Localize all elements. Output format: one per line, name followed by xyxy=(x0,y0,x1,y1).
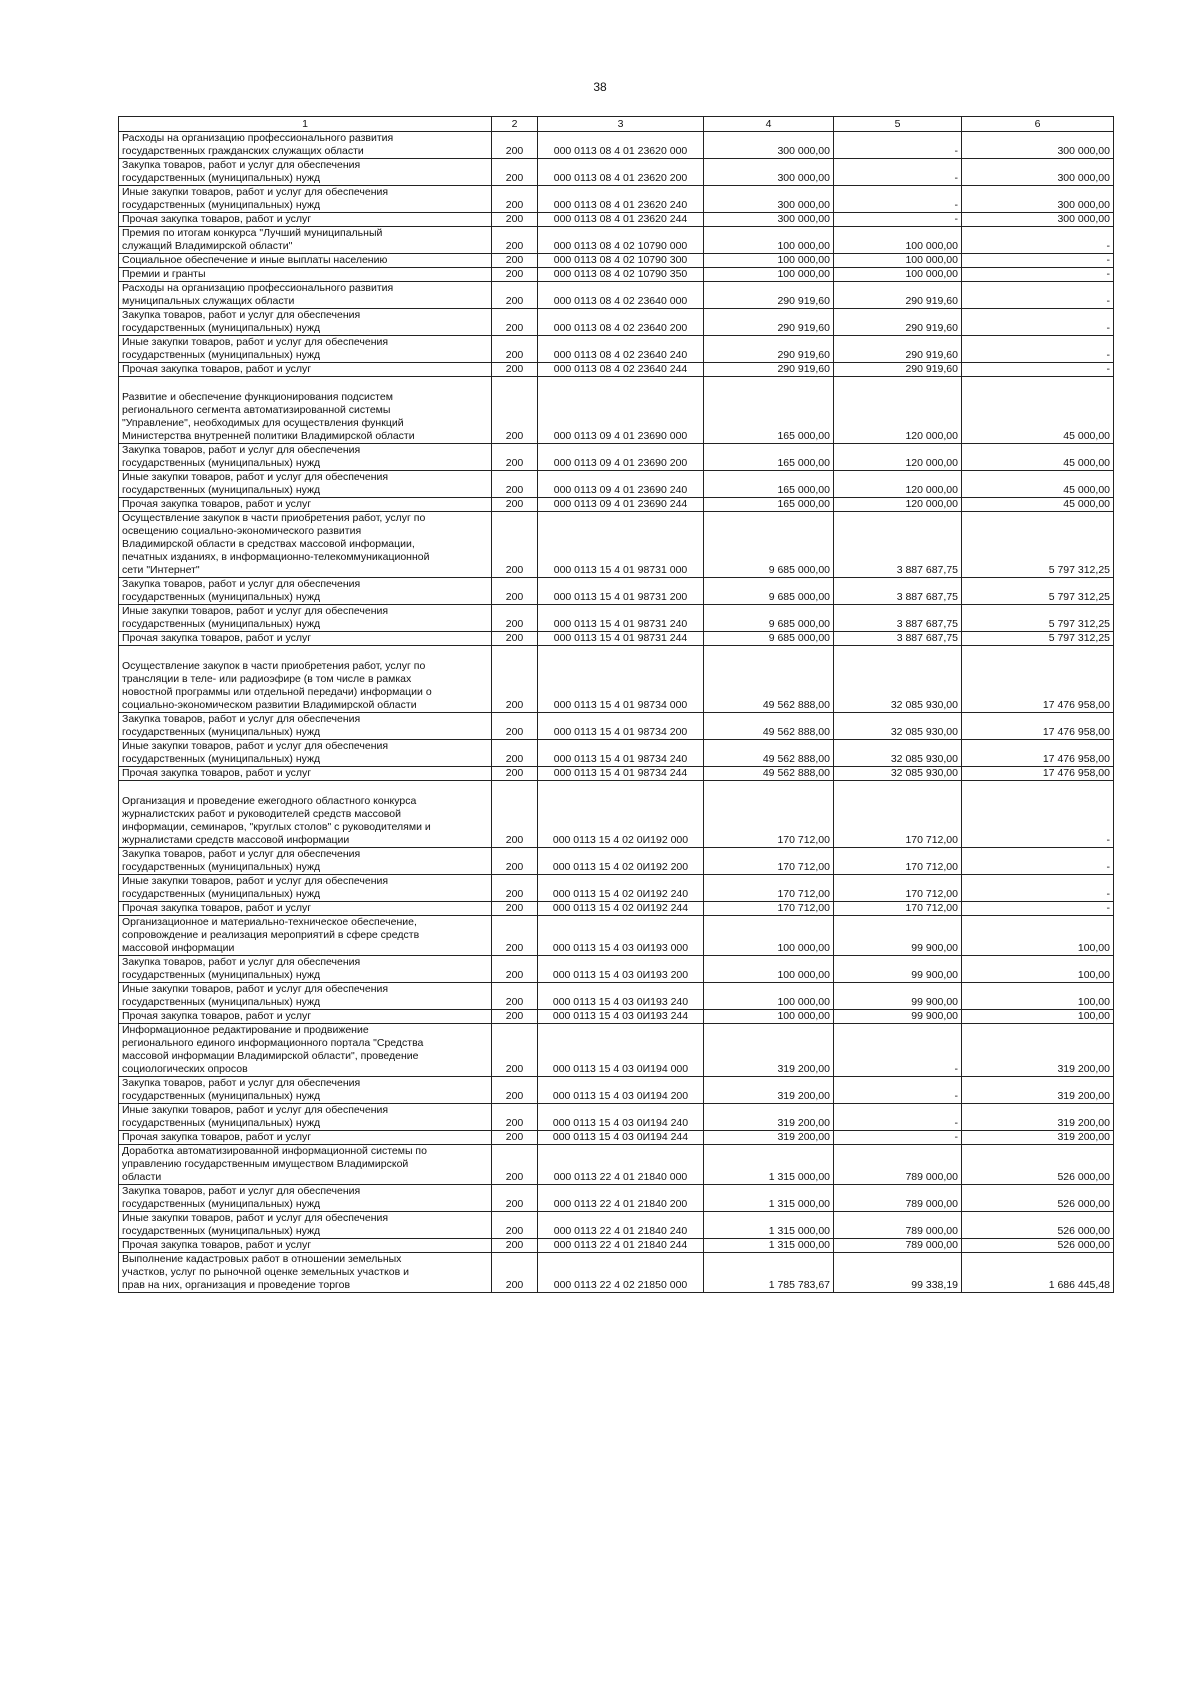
item-name: Закупка товаров, работ и услуг для обеспечения государственных (муниципальных) нужд xyxy=(119,956,492,983)
amount-col4: 290 919,60 xyxy=(704,309,834,336)
item-code: 200 xyxy=(492,1145,538,1185)
amount-col5: 170 712,00 xyxy=(834,781,962,848)
amount-col5: 32 085 930,00 xyxy=(834,713,962,740)
amount-col6: 526 000,00 xyxy=(962,1212,1114,1239)
item-code: 200 xyxy=(492,632,538,646)
amount-col4: 300 000,00 xyxy=(704,186,834,213)
item-name: Иные закупки товаров, работ и услуг для обеспечения государственных (муниципальных) нужд xyxy=(119,605,492,632)
table-row xyxy=(119,1010,1114,1024)
item-classification-code: 000 0113 15 4 02 0И192 000 xyxy=(538,781,704,848)
amount-col4: 300 000,00 xyxy=(704,213,834,227)
item-code: 200 xyxy=(492,1024,538,1077)
amount-col5: 99 900,00 xyxy=(834,1010,962,1024)
item-classification-code: 000 0113 08 4 02 23640 244 xyxy=(538,363,704,377)
item-code: 200 xyxy=(492,377,538,444)
amount-col4: 319 200,00 xyxy=(704,1077,834,1104)
amount-col6: 17 476 958,00 xyxy=(962,713,1114,740)
table-row xyxy=(119,781,1114,848)
item-classification-code: 000 0113 15 4 03 0И194 200 xyxy=(538,1077,704,1104)
amount-col5: 120 000,00 xyxy=(834,498,962,512)
table-row xyxy=(119,363,1114,377)
item-name: Расходы на организацию профессионального развития государственных гражданских служащих области xyxy=(119,132,492,159)
amount-col5: 3 887 687,75 xyxy=(834,578,962,605)
amount-col6: - xyxy=(962,282,1114,309)
item-name: Иные закупки товаров, работ и услуг для обеспечения государственных (муниципальных) нужд xyxy=(119,186,492,213)
amount-col5: 290 919,60 xyxy=(834,336,962,363)
table-row xyxy=(119,444,1114,471)
item-name: Организационное и материально-техническое обеспечение, сопровождение и реализация мероприятий в сфере средств массовой информации xyxy=(119,916,492,956)
item-classification-code: 000 0113 15 4 01 98731 000 xyxy=(538,512,704,578)
table-row xyxy=(119,309,1114,336)
amount-col5: 120 000,00 xyxy=(834,444,962,471)
item-code: 200 xyxy=(492,254,538,268)
amount-col6: 319 200,00 xyxy=(962,1077,1114,1104)
table-row xyxy=(119,1024,1114,1077)
item-name: Прочая закупка товаров, работ и услуг xyxy=(119,498,492,512)
table-row xyxy=(119,1185,1114,1212)
amount-col4: 290 919,60 xyxy=(704,336,834,363)
item-classification-code: 000 0113 08 4 01 23620 240 xyxy=(538,186,704,213)
amount-col6: 17 476 958,00 xyxy=(962,646,1114,713)
amount-col6: 5 797 312,25 xyxy=(962,578,1114,605)
amount-col5: 120 000,00 xyxy=(834,471,962,498)
amount-col4: 170 712,00 xyxy=(704,902,834,916)
header-cell-6: 6 xyxy=(962,117,1114,132)
item-name: Иные закупки товаров, работ и услуг для обеспечения государственных (муниципальных) нужд xyxy=(119,1212,492,1239)
amount-col6: 1 686 445,48 xyxy=(962,1253,1114,1293)
amount-col6: 5 797 312,25 xyxy=(962,605,1114,632)
item-name: Премия по итогам конкурса "Лучший муниципальный служащий Владимирской области" xyxy=(119,227,492,254)
amount-col6: - xyxy=(962,875,1114,902)
item-code: 200 xyxy=(492,132,538,159)
amount-col5: 789 000,00 xyxy=(834,1212,962,1239)
item-name: Информационное редактирование и продвижение регионального единого информационного портала "Средства массовой информации Владимирской области", проведение социологических опросов xyxy=(119,1024,492,1077)
amount-col6: - xyxy=(962,227,1114,254)
amount-col6: - xyxy=(962,336,1114,363)
item-name: Осуществление закупок в части приобретения работ, услуг по освещению социально-экономического развития Владимирской области в средствах массовой информации, печатных изданиях, в информационно-телекоммуникационной сети "Интернет" xyxy=(119,512,492,578)
item-name: Иные закупки товаров, работ и услуг для обеспечения государственных (муниципальных) нужд xyxy=(119,1104,492,1131)
item-name: Расходы на организацию профессионального развития муниципальных служащих области xyxy=(119,282,492,309)
item-code: 200 xyxy=(492,781,538,848)
amount-col5: 99 900,00 xyxy=(834,956,962,983)
item-code: 200 xyxy=(492,444,538,471)
table-row xyxy=(119,1131,1114,1145)
amount-col4: 100 000,00 xyxy=(704,1010,834,1024)
amount-col4: 49 562 888,00 xyxy=(704,767,834,781)
item-code: 200 xyxy=(492,875,538,902)
amount-col6: 300 000,00 xyxy=(962,159,1114,186)
amount-col6: 100,00 xyxy=(962,1010,1114,1024)
amount-col6: 100,00 xyxy=(962,916,1114,956)
table-row xyxy=(119,132,1114,159)
item-classification-code: 000 0113 08 4 01 23620 000 xyxy=(538,132,704,159)
amount-col5: 3 887 687,75 xyxy=(834,632,962,646)
item-code: 200 xyxy=(492,159,538,186)
amount-col6: 17 476 958,00 xyxy=(962,767,1114,781)
item-name: Закупка товаров, работ и услуг для обеспечения государственных (муниципальных) нужд xyxy=(119,713,492,740)
table-row xyxy=(119,875,1114,902)
item-classification-code: 000 0113 22 4 01 21840 244 xyxy=(538,1239,704,1253)
amount-col4: 165 000,00 xyxy=(704,471,834,498)
item-name: Выполнение кадастровых работ в отношении земельных участков, услуг по рыночной оценке земельных участков и прав на них, организация и проведение торгов xyxy=(119,1253,492,1293)
amount-col6: 526 000,00 xyxy=(962,1185,1114,1212)
header-row xyxy=(119,117,1114,132)
amount-col4: 1 315 000,00 xyxy=(704,1185,834,1212)
item-code: 200 xyxy=(492,605,538,632)
item-classification-code: 000 0113 15 4 01 98731 200 xyxy=(538,578,704,605)
item-classification-code: 000 0113 08 4 01 23620 244 xyxy=(538,213,704,227)
amount-col6: 5 797 312,25 xyxy=(962,632,1114,646)
table-row xyxy=(119,632,1114,646)
table-row xyxy=(119,983,1114,1010)
item-name: Закупка товаров, работ и услуг для обеспечения государственных (муниципальных) нужд xyxy=(119,309,492,336)
item-classification-code: 000 0113 15 4 02 0И192 240 xyxy=(538,875,704,902)
amount-col4: 319 200,00 xyxy=(704,1104,834,1131)
item-name: Доработка автоматизированной информационной системы по управлению государственным имуществом Владимирской области xyxy=(119,1145,492,1185)
amount-col4: 1 315 000,00 xyxy=(704,1145,834,1185)
item-name: Закупка товаров, работ и услуг для обеспечения государственных (муниципальных) нужд xyxy=(119,578,492,605)
amount-col4: 165 000,00 xyxy=(704,377,834,444)
amount-col6: - xyxy=(962,254,1114,268)
amount-col4: 49 562 888,00 xyxy=(704,713,834,740)
amount-col6: 300 000,00 xyxy=(962,132,1114,159)
item-classification-code: 000 0113 15 4 01 98734 200 xyxy=(538,713,704,740)
amount-col6: 45 000,00 xyxy=(962,498,1114,512)
table-row xyxy=(119,512,1114,578)
amount-col5: 100 000,00 xyxy=(834,227,962,254)
item-classification-code: 000 0113 15 4 01 98731 240 xyxy=(538,605,704,632)
amount-col5: 170 712,00 xyxy=(834,902,962,916)
item-classification-code: 000 0113 22 4 01 21840 240 xyxy=(538,1212,704,1239)
amount-col4: 300 000,00 xyxy=(704,159,834,186)
amount-col5: 100 000,00 xyxy=(834,254,962,268)
item-code: 200 xyxy=(492,1253,538,1293)
amount-col5: 120 000,00 xyxy=(834,377,962,444)
amount-col5: 32 085 930,00 xyxy=(834,767,962,781)
amount-col4: 9 685 000,00 xyxy=(704,578,834,605)
item-classification-code: 000 0113 08 4 02 10790 000 xyxy=(538,227,704,254)
item-classification-code: 000 0113 15 4 03 0И193 000 xyxy=(538,916,704,956)
item-code: 200 xyxy=(492,848,538,875)
header-cell-2: 2 xyxy=(492,117,538,132)
amount-col6: - xyxy=(962,902,1114,916)
amount-col5: - xyxy=(834,1131,962,1145)
item-code: 200 xyxy=(492,646,538,713)
table-row xyxy=(119,605,1114,632)
item-name: Прочая закупка товаров, работ и услуг xyxy=(119,767,492,781)
amount-col4: 319 200,00 xyxy=(704,1131,834,1145)
item-name: Осуществление закупок в части приобретения работ, услуг по трансляции в теле- или радиоэфире (в том числе в рамках новостной программы или отдельной передачи) информации о социально-экономическом развитии Владимирской области xyxy=(119,646,492,713)
item-name: Прочая закупка товаров, работ и услуг xyxy=(119,213,492,227)
item-classification-code: 000 0113 09 4 01 23690 244 xyxy=(538,498,704,512)
item-classification-code: 000 0113 22 4 02 21850 000 xyxy=(538,1253,704,1293)
amount-col6: 526 000,00 xyxy=(962,1239,1114,1253)
item-name: Иные закупки товаров, работ и услуг для обеспечения государственных (муниципальных) нужд xyxy=(119,471,492,498)
amount-col5: 290 919,60 xyxy=(834,363,962,377)
table-row xyxy=(119,377,1114,444)
item-name: Иные закупки товаров, работ и услуг для обеспечения государственных (муниципальных) нужд xyxy=(119,983,492,1010)
item-code: 200 xyxy=(492,578,538,605)
amount-col6: - xyxy=(962,268,1114,282)
table-row xyxy=(119,186,1114,213)
amount-col5: 789 000,00 xyxy=(834,1145,962,1185)
item-classification-code: 000 0113 22 4 01 21840 200 xyxy=(538,1185,704,1212)
amount-col5: 3 887 687,75 xyxy=(834,512,962,578)
item-code: 200 xyxy=(492,268,538,282)
item-classification-code: 000 0113 15 4 03 0И193 200 xyxy=(538,956,704,983)
table-row xyxy=(119,956,1114,983)
item-code: 200 xyxy=(492,336,538,363)
item-classification-code: 000 0113 22 4 01 21840 000 xyxy=(538,1145,704,1185)
amount-col6: 45 000,00 xyxy=(962,377,1114,444)
item-classification-code: 000 0113 08 4 01 23620 200 xyxy=(538,159,704,186)
item-classification-code: 000 0113 15 4 02 0И192 244 xyxy=(538,902,704,916)
item-name: Закупка товаров, работ и услуг для обеспечения государственных (муниципальных) нужд xyxy=(119,1077,492,1104)
table-row xyxy=(119,159,1114,186)
table-row xyxy=(119,902,1114,916)
item-code: 200 xyxy=(492,213,538,227)
item-classification-code: 000 0113 08 4 02 10790 350 xyxy=(538,268,704,282)
item-classification-code: 000 0113 15 4 03 0И193 240 xyxy=(538,983,704,1010)
amount-col4: 165 000,00 xyxy=(704,444,834,471)
amount-col6: 45 000,00 xyxy=(962,444,1114,471)
item-name: Закупка товаров, работ и услуг для обеспечения государственных (муниципальных) нужд xyxy=(119,159,492,186)
item-name: Прочая закупка товаров, работ и услуг xyxy=(119,363,492,377)
item-code: 200 xyxy=(492,227,538,254)
item-code: 200 xyxy=(492,1010,538,1024)
item-code: 200 xyxy=(492,1212,538,1239)
header-cell-3: 3 xyxy=(538,117,704,132)
amount-col5: 290 919,60 xyxy=(834,309,962,336)
amount-col4: 165 000,00 xyxy=(704,498,834,512)
item-classification-code: 000 0113 15 4 03 0И194 240 xyxy=(538,1104,704,1131)
amount-col6: 17 476 958,00 xyxy=(962,740,1114,767)
item-classification-code: 000 0113 15 4 01 98734 244 xyxy=(538,767,704,781)
table-row xyxy=(119,1145,1114,1185)
amount-col4: 290 919,60 xyxy=(704,363,834,377)
amount-col6: - xyxy=(962,781,1114,848)
amount-col4: 1 785 783,67 xyxy=(704,1253,834,1293)
amount-col5: - xyxy=(834,186,962,213)
amount-col4: 100 000,00 xyxy=(704,916,834,956)
item-code: 200 xyxy=(492,512,538,578)
amount-col5: - xyxy=(834,159,962,186)
amount-col5: 3 887 687,75 xyxy=(834,605,962,632)
table-row xyxy=(119,713,1114,740)
item-name: Развитие и обеспечение функционирования подсистем регионального сегмента автоматизированной системы "Управление", необходимых для осуществления функций Министерства внутренней политики Владимирской области xyxy=(119,377,492,444)
amount-col6: 319 200,00 xyxy=(962,1024,1114,1077)
header-cell-4: 4 xyxy=(704,117,834,132)
item-classification-code: 000 0113 15 4 01 98734 240 xyxy=(538,740,704,767)
amount-col4: 100 000,00 xyxy=(704,956,834,983)
amount-col4: 49 562 888,00 xyxy=(704,646,834,713)
item-classification-code: 000 0113 15 4 02 0И192 200 xyxy=(538,848,704,875)
amount-col6: 300 000,00 xyxy=(962,186,1114,213)
page-number: 38 xyxy=(593,80,607,94)
amount-col4: 100 000,00 xyxy=(704,227,834,254)
item-name: Прочая закупка товаров, работ и услуг xyxy=(119,1010,492,1024)
amount-col6: - xyxy=(962,848,1114,875)
amount-col6: - xyxy=(962,363,1114,377)
table-row xyxy=(119,1077,1114,1104)
table-row xyxy=(119,578,1114,605)
table-row xyxy=(119,498,1114,512)
amount-col4: 49 562 888,00 xyxy=(704,740,834,767)
item-code: 200 xyxy=(492,1239,538,1253)
amount-col6: 100,00 xyxy=(962,956,1114,983)
amount-col4: 290 919,60 xyxy=(704,282,834,309)
amount-col4: 170 712,00 xyxy=(704,848,834,875)
item-code: 200 xyxy=(492,282,538,309)
amount-col4: 170 712,00 xyxy=(704,875,834,902)
table-row xyxy=(119,1239,1114,1253)
item-name: Прочая закупка товаров, работ и услуг xyxy=(119,902,492,916)
table-row xyxy=(119,1212,1114,1239)
item-code: 200 xyxy=(492,916,538,956)
amount-col5: 32 085 930,00 xyxy=(834,646,962,713)
table-row xyxy=(119,916,1114,956)
header-cell-5: 5 xyxy=(834,117,962,132)
item-code: 200 xyxy=(492,1131,538,1145)
table-row xyxy=(119,282,1114,309)
item-code: 200 xyxy=(492,956,538,983)
item-code: 200 xyxy=(492,767,538,781)
amount-col5: 170 712,00 xyxy=(834,848,962,875)
item-name: Иные закупки товаров, работ и услуг для обеспечения государственных (муниципальных) нужд xyxy=(119,740,492,767)
table-row xyxy=(119,1104,1114,1131)
item-classification-code: 000 0113 15 4 01 98734 000 xyxy=(538,646,704,713)
item-code: 200 xyxy=(492,1104,538,1131)
item-code: 200 xyxy=(492,983,538,1010)
amount-col5: 99 900,00 xyxy=(834,916,962,956)
item-name: Иные закупки товаров, работ и услуг для обеспечения государственных (муниципальных) нужд xyxy=(119,875,492,902)
item-classification-code: 000 0113 08 4 02 23640 000 xyxy=(538,282,704,309)
item-classification-code: 000 0113 15 4 03 0И193 244 xyxy=(538,1010,704,1024)
item-name: Прочая закупка товаров, работ и услуг xyxy=(119,632,492,646)
item-code: 200 xyxy=(492,740,538,767)
amount-col4: 300 000,00 xyxy=(704,132,834,159)
amount-col5: 32 085 930,00 xyxy=(834,740,962,767)
table-row xyxy=(119,471,1114,498)
item-code: 200 xyxy=(492,498,538,512)
amount-col6: 100,00 xyxy=(962,983,1114,1010)
item-name: Премии и гранты xyxy=(119,268,492,282)
amount-col6: 319 200,00 xyxy=(962,1131,1114,1145)
item-name: Закупка товаров, работ и услуг для обеспечения государственных (муниципальных) нужд xyxy=(119,1185,492,1212)
amount-col4: 319 200,00 xyxy=(704,1024,834,1077)
amount-col5: - xyxy=(834,1024,962,1077)
amount-col6: 300 000,00 xyxy=(962,213,1114,227)
item-classification-code: 000 0113 08 4 02 23640 200 xyxy=(538,309,704,336)
item-classification-code: 000 0113 08 4 02 10790 300 xyxy=(538,254,704,268)
item-name: Прочая закупка товаров, работ и услуг xyxy=(119,1239,492,1253)
item-name: Организация и проведение ежегодного областного конкурса журналистских работ и руководителей средств массовой информации, семинаров, "круглых столов" с руководителями и журналистами средств массовой информации xyxy=(119,781,492,848)
amount-col5: 789 000,00 xyxy=(834,1185,962,1212)
amount-col4: 1 315 000,00 xyxy=(704,1239,834,1253)
amount-col5: 170 712,00 xyxy=(834,875,962,902)
table-row xyxy=(119,767,1114,781)
item-code: 200 xyxy=(492,309,538,336)
amount-col6: 319 200,00 xyxy=(962,1104,1114,1131)
amount-col4: 170 712,00 xyxy=(704,781,834,848)
item-name: Иные закупки товаров, работ и услуг для обеспечения государственных (муниципальных) нужд xyxy=(119,336,492,363)
table-row xyxy=(119,740,1114,767)
item-classification-code: 000 0113 15 4 03 0И194 244 xyxy=(538,1131,704,1145)
item-code: 200 xyxy=(492,186,538,213)
table-row xyxy=(119,254,1114,268)
amount-col5: 100 000,00 xyxy=(834,268,962,282)
item-code: 200 xyxy=(492,1185,538,1212)
header-cell-1: 1 xyxy=(119,117,492,132)
amount-col5: - xyxy=(834,132,962,159)
amount-col5: - xyxy=(834,1077,962,1104)
amount-col6: 45 000,00 xyxy=(962,471,1114,498)
item-code: 200 xyxy=(492,902,538,916)
amount-col4: 9 685 000,00 xyxy=(704,512,834,578)
item-name: Закупка товаров, работ и услуг для обеспечения государственных (муниципальных) нужд xyxy=(119,848,492,875)
table-row xyxy=(119,848,1114,875)
item-classification-code: 000 0113 09 4 01 23690 000 xyxy=(538,377,704,444)
amount-col4: 100 000,00 xyxy=(704,254,834,268)
amount-col5: 99 338,19 xyxy=(834,1253,962,1293)
item-classification-code: 000 0113 09 4 01 23690 240 xyxy=(538,471,704,498)
amount-col6: 5 797 312,25 xyxy=(962,512,1114,578)
amount-col4: 100 000,00 xyxy=(704,268,834,282)
amount-col4: 9 685 000,00 xyxy=(704,632,834,646)
table-row xyxy=(119,268,1114,282)
table-row xyxy=(119,227,1114,254)
amount-col6: 526 000,00 xyxy=(962,1145,1114,1185)
item-classification-code: 000 0113 09 4 01 23690 200 xyxy=(538,444,704,471)
item-name: Закупка товаров, работ и услуг для обеспечения государственных (муниципальных) нужд xyxy=(119,444,492,471)
item-classification-code: 000 0113 08 4 02 23640 240 xyxy=(538,336,704,363)
table-row xyxy=(119,646,1114,713)
item-code: 200 xyxy=(492,471,538,498)
amount-col6: - xyxy=(962,309,1114,336)
amount-col5: 789 000,00 xyxy=(834,1239,962,1253)
amount-col5: 99 900,00 xyxy=(834,983,962,1010)
amount-col4: 9 685 000,00 xyxy=(704,605,834,632)
item-classification-code: 000 0113 15 4 01 98731 244 xyxy=(538,632,704,646)
item-classification-code: 000 0113 15 4 03 0И194 000 xyxy=(538,1024,704,1077)
item-name: Прочая закупка товаров, работ и услуг xyxy=(119,1131,492,1145)
table-row xyxy=(119,213,1114,227)
item-code: 200 xyxy=(492,363,538,377)
table-row xyxy=(119,1253,1114,1293)
item-code: 200 xyxy=(492,1077,538,1104)
amount-col5: - xyxy=(834,213,962,227)
amount-col4: 100 000,00 xyxy=(704,983,834,1010)
budget-table xyxy=(118,116,1114,1293)
amount-col5: - xyxy=(834,1104,962,1131)
item-name: Социальное обеспечение и иные выплаты населению xyxy=(119,254,492,268)
amount-col4: 1 315 000,00 xyxy=(704,1212,834,1239)
item-code: 200 xyxy=(492,713,538,740)
amount-col5: 290 919,60 xyxy=(834,282,962,309)
table-row xyxy=(119,336,1114,363)
